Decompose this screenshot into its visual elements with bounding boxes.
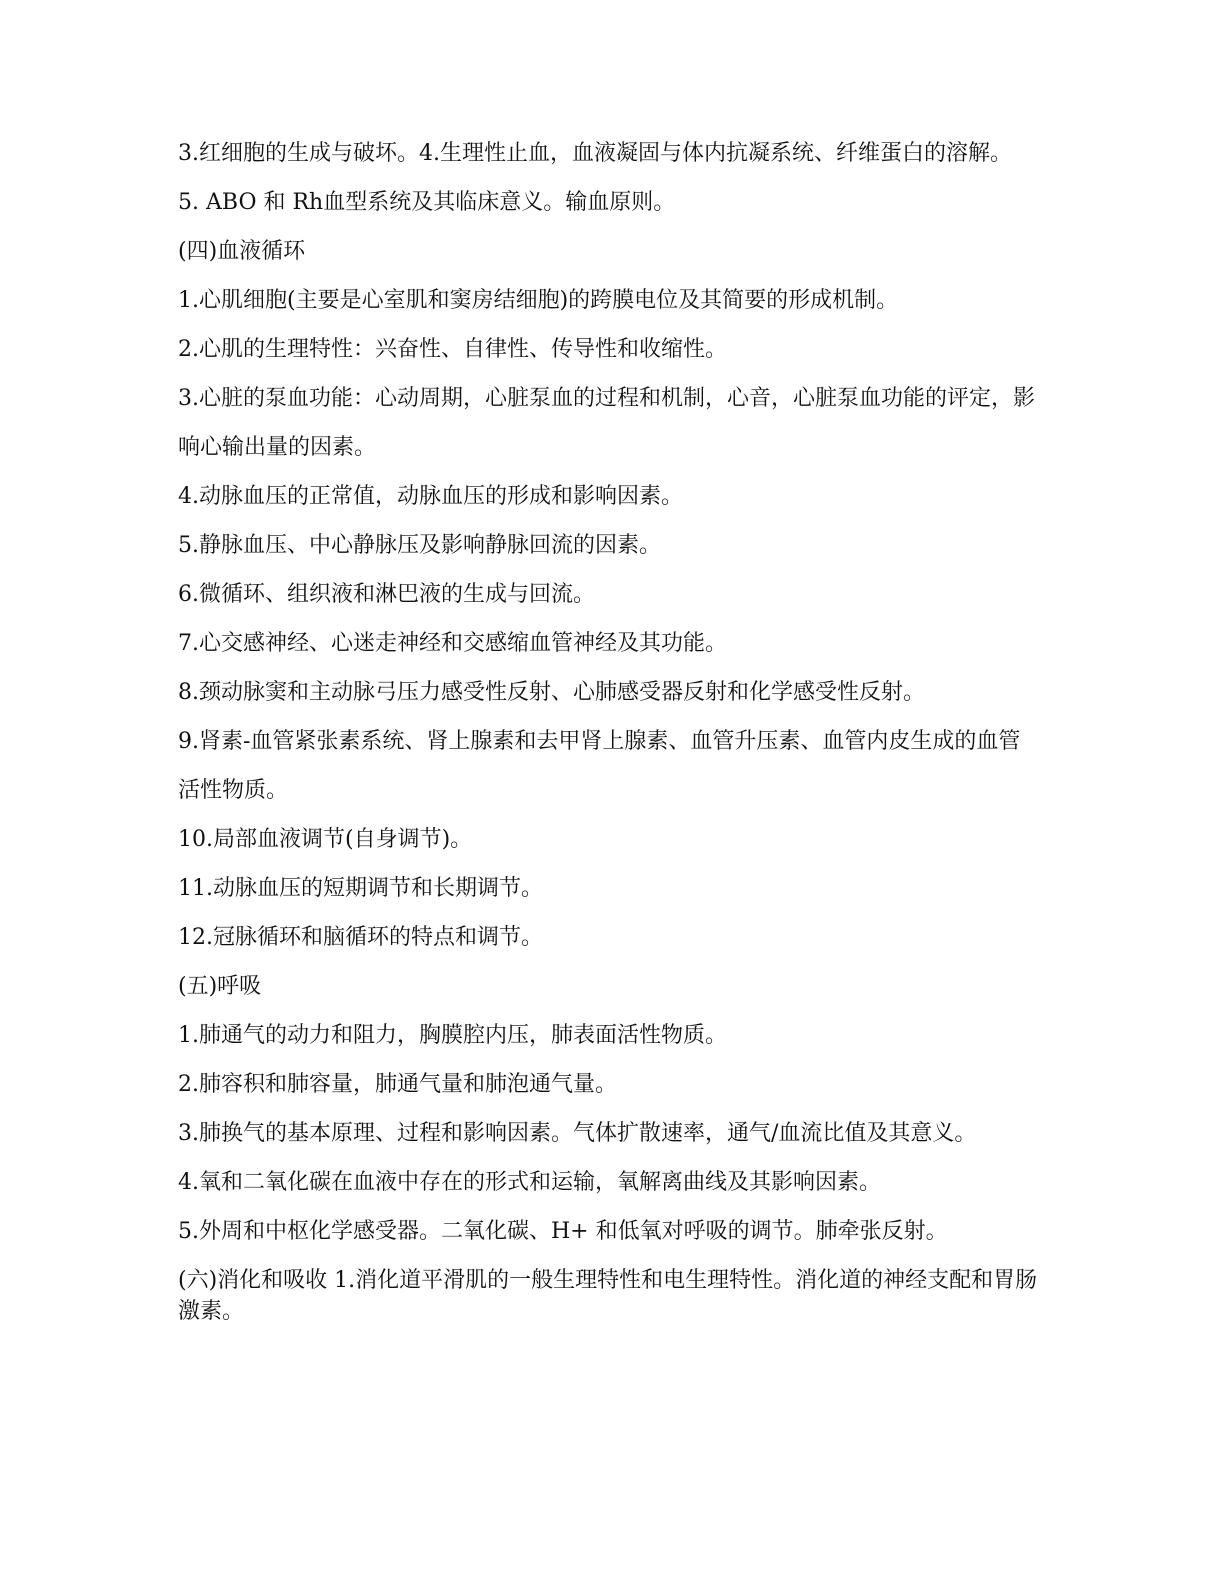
paragraph: 6.微循环、组织液和淋巴液的生成与回流。 [178,582,595,607]
paragraph: 7.心交感神经、心迷走神经和交感缩血管神经及其功能。 [178,631,727,656]
paragraph: 2.心肌的生理特性：兴奋性、自律性、传导性和收缩性。 [178,337,727,362]
paragraph: 8.颈动脉窦和主动脉弓压力感受性反射、心肺感受器反射和化学感受性反射。 [178,680,925,705]
document-page [178,138,1058,1327]
paragraph: 11.动脉血压的短期调节和长期调节。 [178,876,543,901]
paragraph: 2.肺容积和肺容量，肺通气量和肺泡通气量。 [178,1072,617,1097]
paragraph: 12.冠脉循环和脑循环的特点和调节。 [178,925,543,950]
paragraph: 1.肺通气的动力和阻力，胸膜腔内压，肺表面活性物质。 [178,1023,727,1048]
section-heading: (五)呼吸 [178,974,262,999]
paragraph: 3.肺换气的基本原理、过程和影响因素。气体扩散速率，通气/血流比值及其意义。 [178,1121,977,1146]
paragraph: 4.氧和二氧化碳在血液中存在的形式和运输，氧解离曲线及其影响因素。 [178,1170,881,1195]
paragraph: 3.红细胞的生成与破坏。4.生理性止血，血液凝固与体内抗凝系统、纤维蛋白的溶解。 [178,141,1012,166]
paragraph: 10.局部血液调节(自身调节)。 [178,827,473,852]
paragraph: 5.静脉血压、中心静脉压及影响静脉回流的因素。 [178,533,661,558]
paragraph: 3.心脏的泵血功能：心动周期，心脏泵血的过程和机制，心音，心脏泵血功能的评定，影 [178,386,1035,411]
paragraph: 5.外周和中枢化学感受器。二氧化碳、H+ 和低氧对呼吸的调节。肺牵张反射。 [178,1219,948,1244]
paragraph: 响心输出量的因素。 [178,435,377,460]
paragraph: 5. ABO 和 Rh血型系统及其临床意义。输血原则。 [178,190,676,215]
paragraph: 4.动脉血压的正常值，动脉血压的形成和影响因素。 [178,484,683,509]
paragraph: 9.肾素-血管紧张素系统、肾上腺素和去甲肾上腺素、血管升压素、血管内皮生成的血管 [178,729,1021,754]
paragraph: 活性物质。 [178,778,289,803]
section-heading: (四)血液循环 [178,239,306,264]
paragraph: (六)消化和吸收 1.消化道平滑肌的一般生理特性和电生理特性。消化道的神经支配和胃肠激素。 [178,1268,1038,1324]
paragraph: 1.心肌细胞(主要是心室肌和窦房结细胞)的跨膜电位及其简要的形成机制。 [178,288,899,313]
